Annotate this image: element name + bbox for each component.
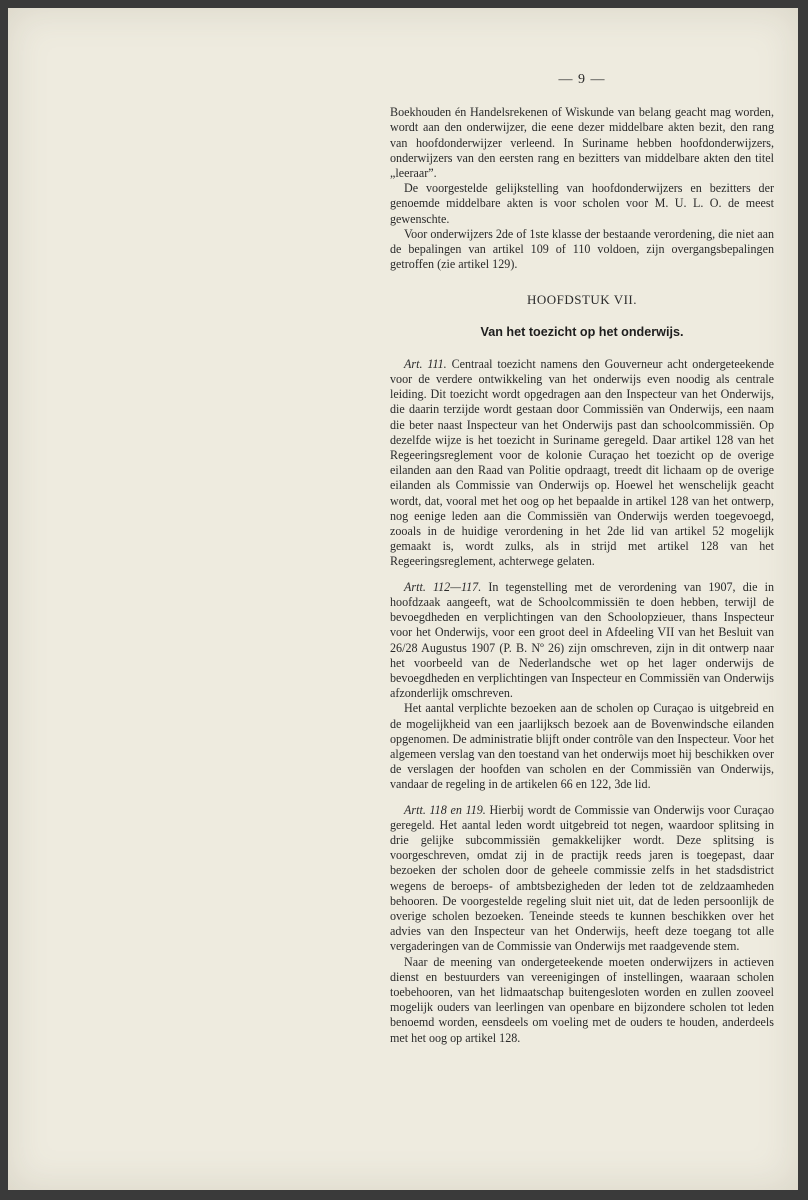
- paragraph: Boekhouden én Handelsrekenen of Wiskunde van belang geacht mag worden, wordt aan den onderwijzer, die eene dezer middelbare akten bezit, den rang van hoofdonderwijzer verleend. In Suriname hebben hoofdonderwijzers, onderwijzers van den eersten rang en bezitters van middelbare akten den titel „leeraar”.: [390, 105, 774, 181]
- document-page: [8, 8, 798, 1190]
- paragraph: Naar de meening van ondergeteekende moeten onderwijzers in actieven dienst en bestuurders van vereenigingen of instellingen, waaraan scholen toebehooren, van het lidmaatschap buitengesloten worden en zullen zooveel mogelijk ouders van leerlingen van openbare en bijzondere scholen tot leden benoemd worden, eensdeels om voeling met de ouders te houden, anderdeels met het oog op artikel 128.: [390, 954, 774, 1045]
- article-label: Art. 111.: [404, 356, 447, 371]
- article-111: [390, 357, 774, 570]
- article-text: Hierbij wordt de Commissie van Onderwijs voor Curaçao geregeld. Het aantal leden wordt uitgebreid tot negen, waardoor splitsing in drie gelijke subcommissiën gemakkelijker wordt. Deze splitsing is voorgeschreven, omdat zij in de practijk reeds jaren is toegepast, daar bezoeken der scholen door de geheele commissie zelfs in het stadsdistrict wegens de beroeps- of ambtsbezigheden der leden tot de zeldzaamheden behooren. De voorgestelde regeling sluit niet uit, dat de leden persoonlijk de overige scholen bezoeken. Teneinde steeds te kunnen beschikken over het advies van den Inspecteur van het Onderwijs, heeft deze toegang tot alle vergaderingen van de Commissie van Onderwijs met raadgevende stem.: [390, 802, 774, 954]
- article-text: In tegenstelling met de verordening van 1907, die in hoofdzaak aangeeft, wat de Schoolcommissiën te doen hebben, terwijl de bevoegdheden en verplichtingen van den Schoolopzieuer, thans Inspecteur voor het Onderwijs, voor een groot deel in Afdeeling VII van het Besluit van 26/28 Augustus 1907 (P. B. Nº 26) zijn omschreven, zijn in dit ontwerp naar het voorbeeld van de Nederlandsche wet op het lager onderwijs de bevoegdheden en verplichtingen van Inspecteur en Commissiën van Onderwijs afzonderlijk omschreven.: [390, 579, 774, 701]
- chapter-heading: HOOFDSTUK VII.: [526, 292, 638, 308]
- paragraph: De voorgestelde gelijkstelling van hoofdonderwijzers en bezitters der genoemde middelbare akten is voor scholen voor M. U. L. O. de meest gewenschte.: [390, 181, 774, 226]
- article-label: Artt. 112—117.: [404, 579, 482, 594]
- chapter-subtitle: Van het toezicht op het onderwijs.: [480, 324, 684, 339]
- article-112-117: [390, 580, 774, 702]
- article-text: Centraal toezicht namens den Gouverneur acht ondergeteekende voor de verdere ontwikkeling van het onderwijs even noodig als centrale leiding. Dit toezicht wordt opgedragen aan den Inspecteur van het Onderwijs, die daarin terzijde wordt gestaan door Commissiën van Onderwijs, een naam die beter naast Inspecteur van het Onderwijs past dan schoolcommissiën. Op dezelfde wijze is het toezicht in Suriname geregeld. Daar artikel 128 van het Regeeringsreglement voor de kolonie Curaçao het toezicht op de overige eilanden aan den Raad van Politie opdraagt, treedt dit lichaam op de overige eilanden als Commissie van Onderwijs op. Hoewel het wenschelijk geacht wordt, dat, vooral met het oog op het bepaalde in artikel 128 van het ontwerp, nog eenige leden aan die Commissiën van Onderwijs werden toegevoegd, zooals in de huidige verordening in het 2de lid van artikel 52 mogelijk gemaakt is, wordt zulks, als in strijd met artikel 128 van het Regeeringsreglement, achterwege gelaten.: [390, 356, 774, 569]
- paragraph: Voor onderwijzers 2de of 1ste klasse der bestaande verordening, die niet aan de bepalingen van artikel 109 of 110 voldoen, zijn overgangsbepalingen getroffen (zie artikel 129).: [390, 226, 774, 272]
- text-column: [390, 72, 774, 1046]
- paragraph: Het aantal verplichte bezoeken aan de scholen op Curaçao is uitgebreid en de mogelijkheid van een jaarlijksch bezoek aan de Bovenwindsche eilanden opgenomen. De administratie blijft onder contrôle van den Inspecteur. Voor het algemeen verslag van den toestand van het onderwijs moet hij beschikken over de verslagen der hoofden van scholen en der Commissiën van Onderwijs, vandaar de regeling in de artikelen 66 en 122, 3de lid.: [390, 701, 774, 792]
- article-label: Artt. 118 en 119.: [404, 802, 486, 817]
- article-118-119: [390, 803, 774, 955]
- page-number: — 9 —: [558, 72, 606, 87]
